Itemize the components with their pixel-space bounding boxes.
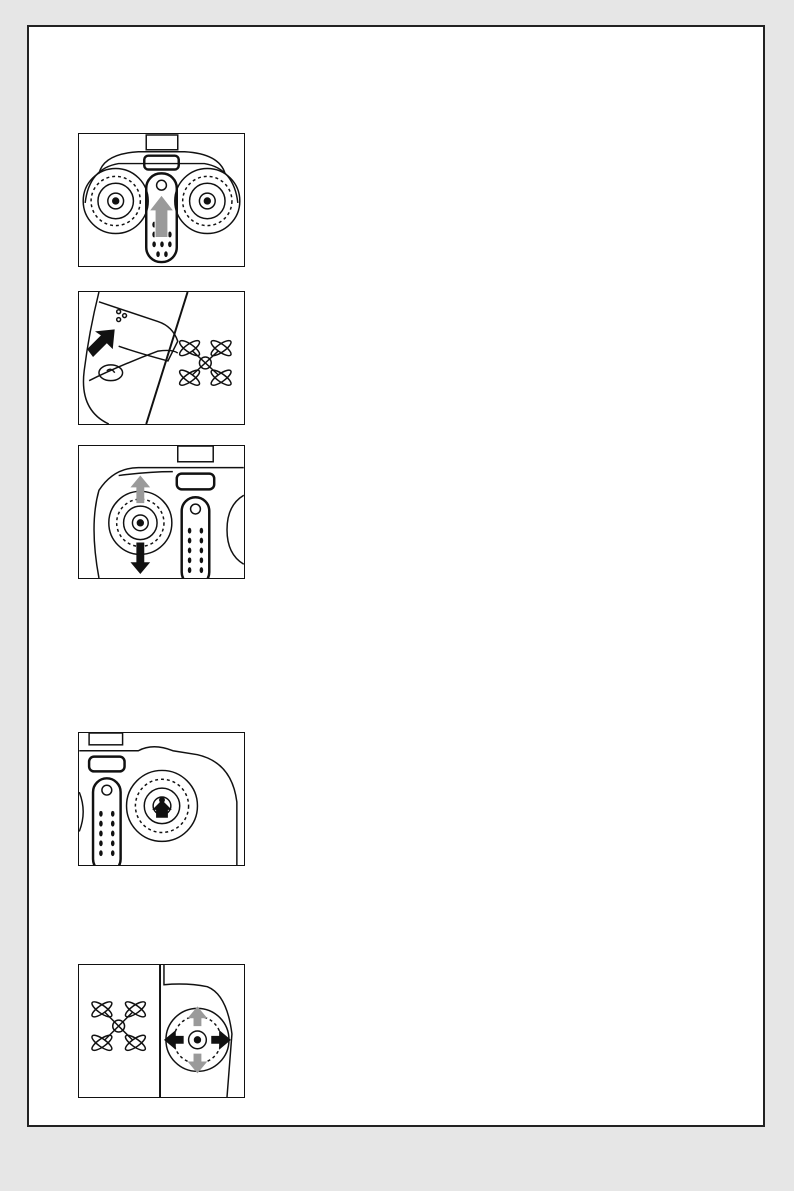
drone-power-button-illustration [78,291,245,425]
manual-page [27,25,765,1127]
drone-power-button-press-icon [79,292,244,424]
trim-button-press-icon [79,733,244,865]
left-stick-throttle-illustration [78,445,245,579]
controller-power-switch-illustration [78,133,245,267]
right-stick-direction-arrows-icon [79,965,244,1097]
right-stick-press-illustration [78,732,245,866]
controller-power-switch-up-arrow-icon [79,134,244,266]
drone-direction-control-illustration [78,964,245,1098]
left-stick-up-down-arrows-icon [79,446,244,578]
